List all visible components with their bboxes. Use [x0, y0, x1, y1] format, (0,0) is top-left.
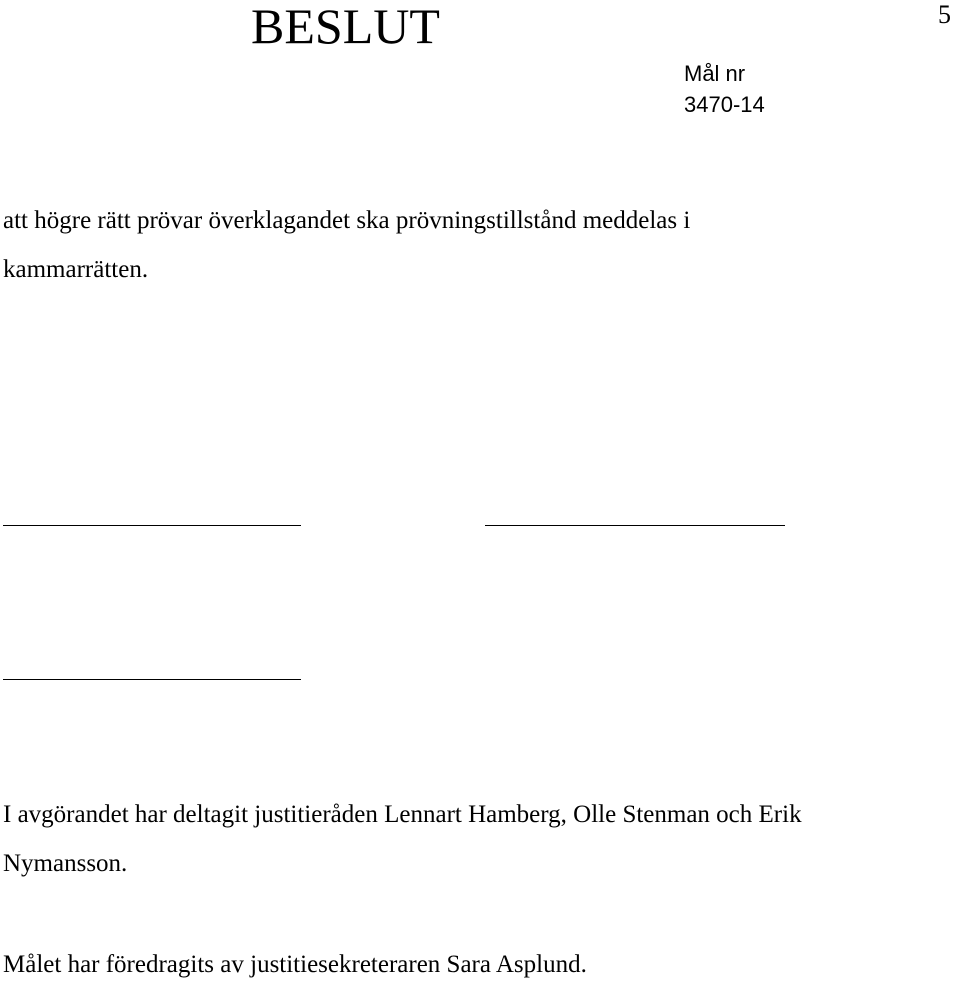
- signature-line-2: [485, 525, 785, 526]
- paragraph-2-line-1: I avgörandet har deltagit justitieråden Lennart Hamberg, Olle Stenman och Erik: [3, 801, 802, 828]
- case-number-label: Mål nr: [684, 61, 746, 86]
- paragraph-2-line-2: Nymansson.: [3, 850, 128, 877]
- signature-line-1: [3, 525, 301, 526]
- document-title: BESLUT: [251, 0, 440, 54]
- case-number: 3470-14: [684, 92, 765, 117]
- paragraph-3-line-1: Målet har föredragits av justitiesekreteraren Sara Asplund.: [3, 951, 587, 978]
- page-number: 5: [938, 0, 951, 29]
- signature-line-3: [3, 679, 301, 680]
- paragraph-1-line-1: att högre rätt prövar överklagandet ska prövningstillstånd meddelas i: [3, 207, 691, 234]
- paragraph-1-line-2: kammarrätten.: [3, 256, 149, 283]
